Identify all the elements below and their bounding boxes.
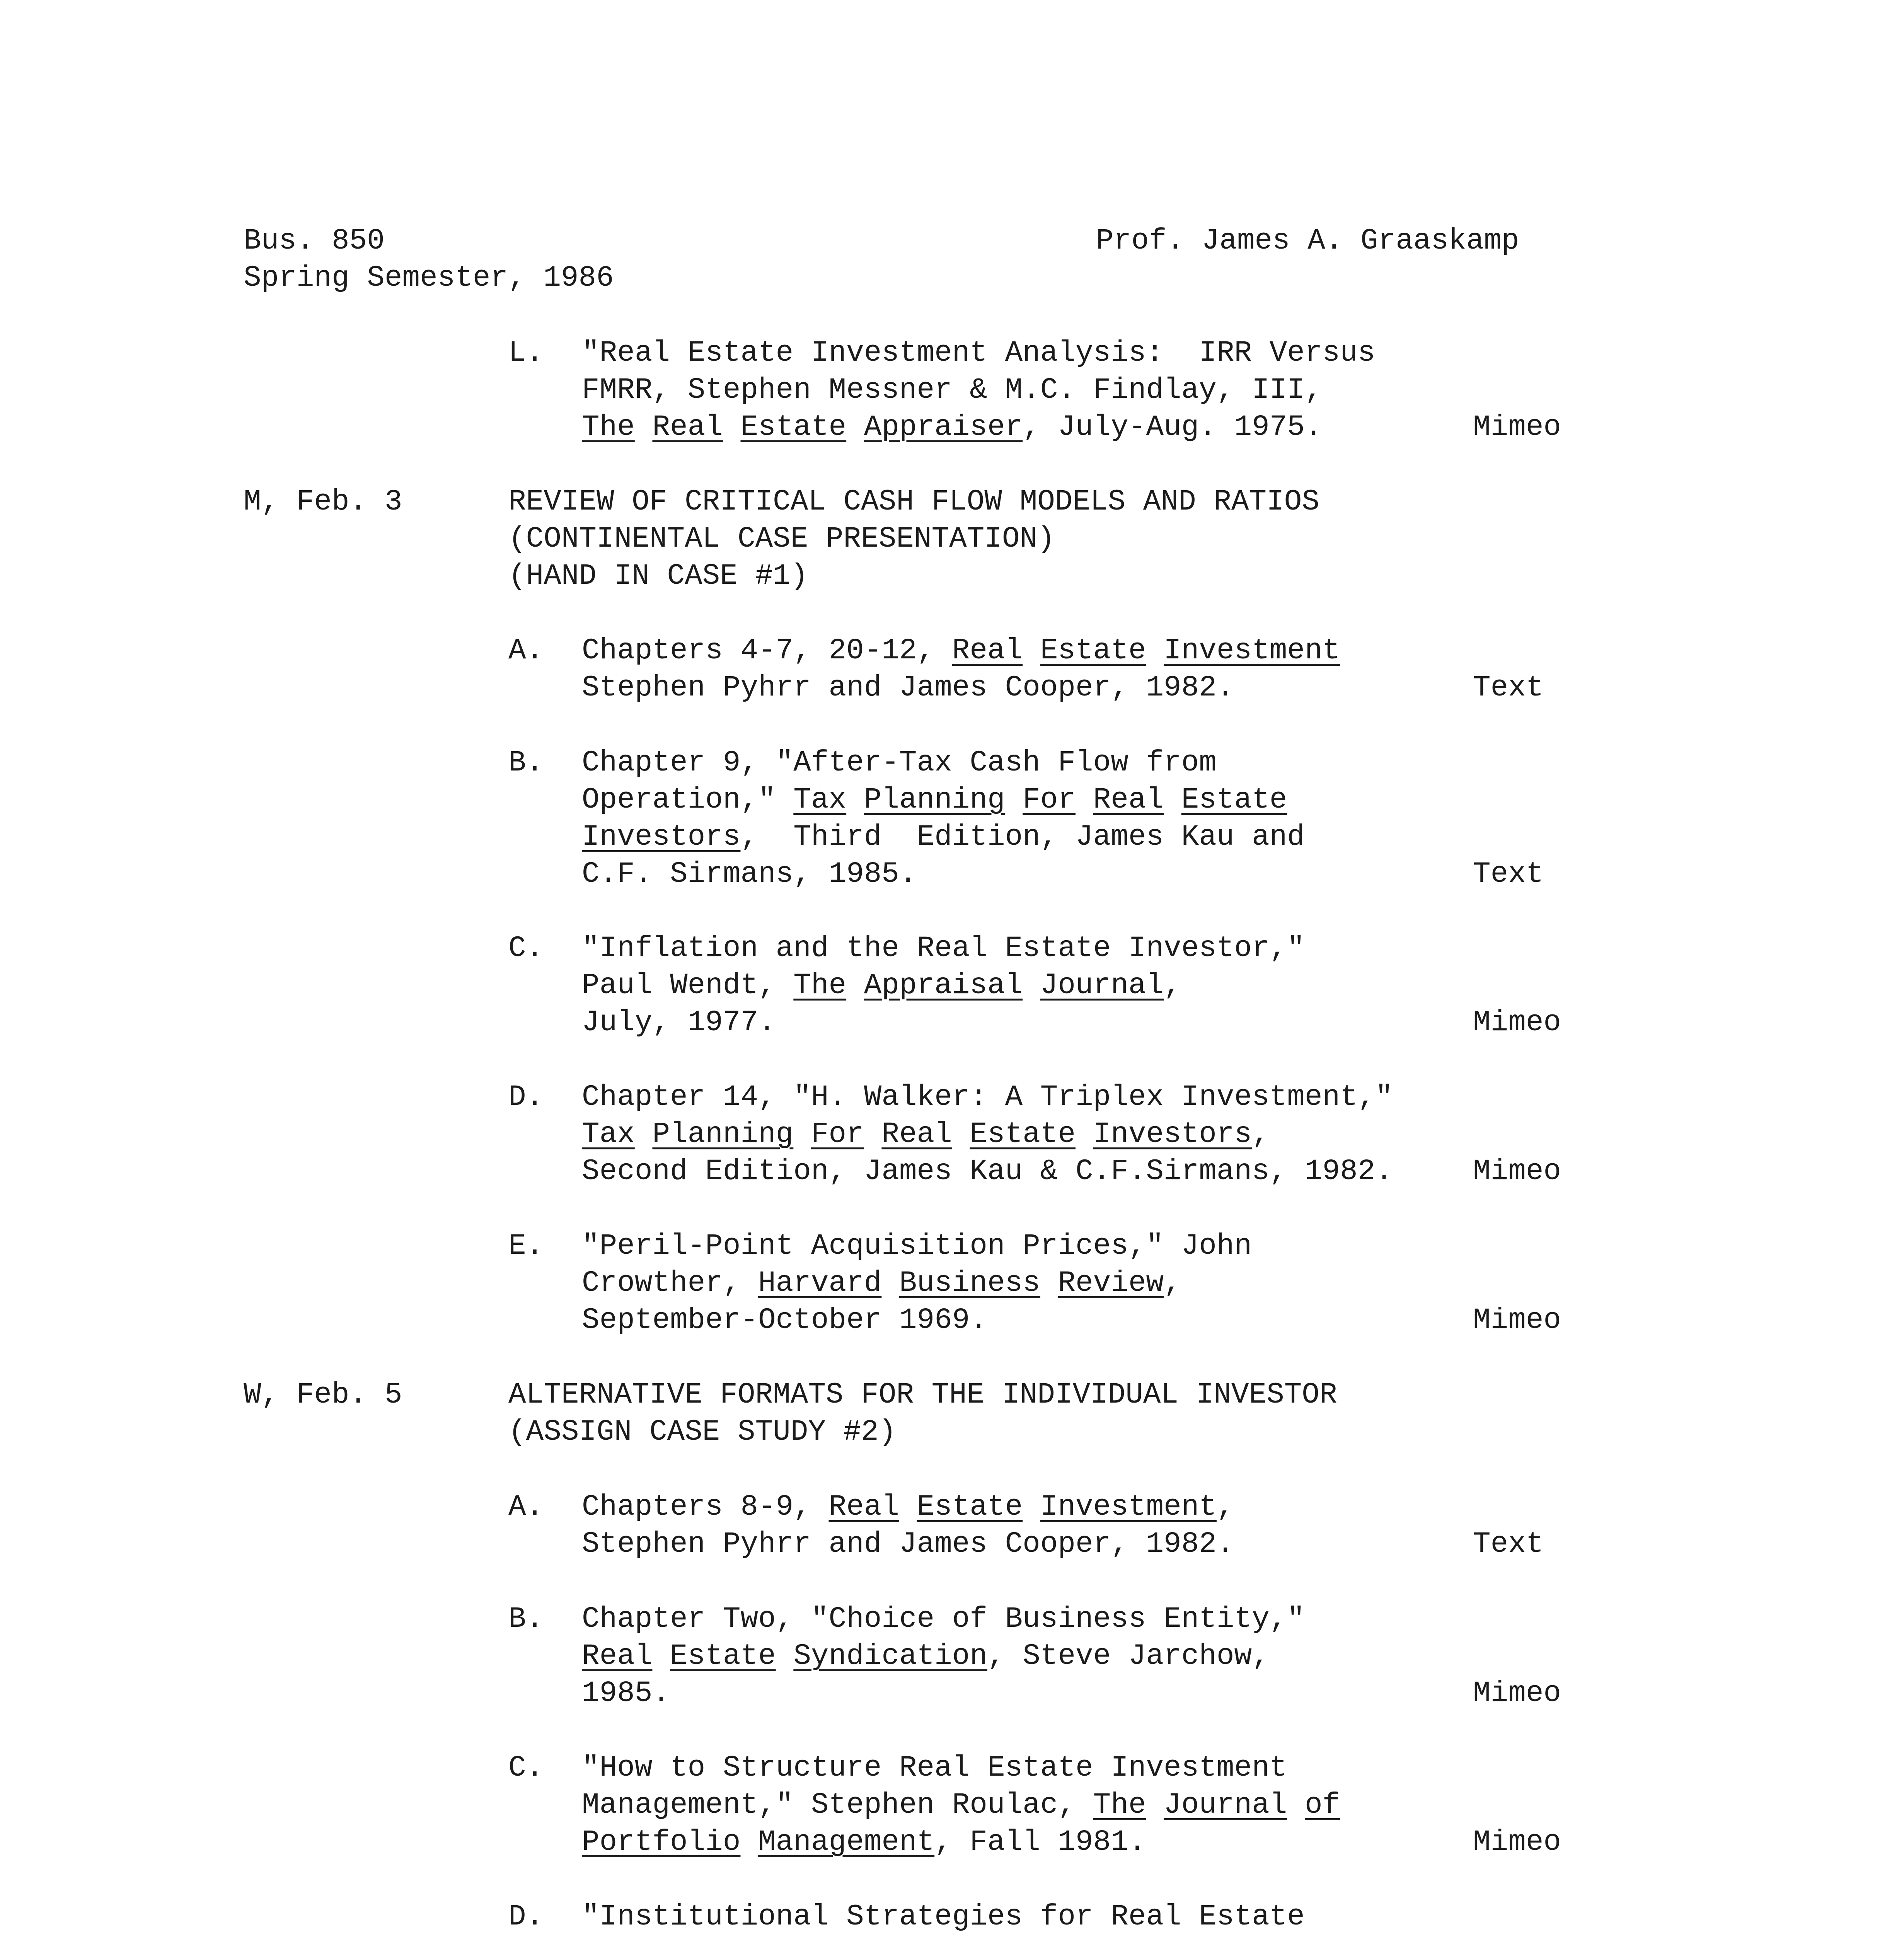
item-letter: D.	[508, 1900, 544, 1933]
session-date: W, Feb. 5	[244, 1378, 402, 1411]
source-label: Mimeo	[1473, 1304, 1561, 1337]
session-title: (ASSIGN CASE STUDY #2)	[508, 1415, 897, 1449]
session-date: M, Feb. 3	[244, 485, 402, 518]
semester: Spring Semester, 1986	[244, 261, 614, 295]
item-line: Portfolio Management, Fall 1981.	[582, 1826, 1146, 1859]
item-line: Chapter Two, "Choice of Business Entity,"	[582, 1602, 1305, 1636]
item-line: Investors, Third Edition, James Kau and	[582, 820, 1305, 854]
item-letter: A.	[508, 1490, 544, 1524]
session-title: (HAND IN CASE #1)	[508, 559, 808, 593]
session-title: REVIEW OF CRITICAL CASH FLOW MODELS AND RATIOS	[508, 485, 1319, 518]
item-line: "Institutional Strategies for Real Estate	[582, 1900, 1305, 1933]
item-line: Real Estate Syndication, Steve Jarchow,	[582, 1640, 1270, 1673]
item-line: September-October 1969.	[582, 1304, 987, 1337]
source-label: Mimeo	[1473, 1155, 1561, 1188]
item-line: Chapter 14, "H. Walker: A Triplex Investment,"	[582, 1081, 1393, 1114]
item-line: Paul Wendt, The Appraisal Journal,	[582, 969, 1181, 1002]
item-line: "Inflation and the Real Estate Investor,"	[582, 932, 1305, 965]
item-line: "Peril-Point Acquisition Prices," John	[582, 1229, 1252, 1263]
item-line: Chapters 4-7, 20-12, Real Estate Investment	[582, 634, 1340, 667]
item-line: July, 1977.	[582, 1006, 776, 1039]
item-line: FMRR, Stephen Messner & M.C. Findlay, III,	[582, 373, 1323, 407]
item-line: The Real Estate Appraiser, July-Aug. 1975.	[582, 411, 1323, 444]
item-line: "Real Estate Investment Analysis: IRR Versus	[582, 336, 1376, 370]
source-label: Text	[1473, 671, 1544, 704]
item-letter: L.	[508, 336, 544, 370]
session-title: ALTERNATIVE FORMATS FOR THE INDIVIDUAL INVESTOR	[508, 1378, 1337, 1411]
item-line: Chapter 9, "After-Tax Cash Flow from	[582, 746, 1217, 779]
item-line: 1985.	[582, 1677, 670, 1710]
item-line: "How to Structure Real Estate Investment	[582, 1751, 1287, 1785]
item-letter: B.	[508, 1602, 544, 1636]
item-line: Stephen Pyhrr and James Cooper, 1982.	[582, 1527, 1234, 1561]
session-title: (CONTINENTAL CASE PRESENTATION)	[508, 522, 1055, 556]
item-letter: C.	[508, 932, 544, 965]
item-letter: A.	[508, 634, 544, 667]
item-line: Operation," Tax Planning For Real Estate	[582, 783, 1287, 816]
source-label: Mimeo	[1473, 1006, 1561, 1039]
item-letter: C.	[508, 1751, 544, 1785]
professor-name: Prof. James A. Graaskamp	[1096, 224, 1519, 257]
item-line: Stephen Pyhrr and James Cooper, 1982.	[582, 671, 1234, 704]
item-letter: B.	[508, 746, 544, 779]
source-label: Text	[1473, 1527, 1544, 1561]
item-line: Second Edition, James Kau & C.F.Sirmans, 1982.	[582, 1155, 1393, 1188]
source-label: Mimeo	[1473, 411, 1561, 444]
item-line: Chapters 8-9, Real Estate Investment,	[582, 1490, 1234, 1524]
item-letter: D.	[508, 1081, 544, 1114]
item-line: Crowther, Harvard Business Review,	[582, 1267, 1181, 1300]
item-line: Management," Stephen Roulac, The Journal of	[582, 1788, 1340, 1822]
source-label: Text	[1473, 857, 1544, 891]
item-line: Tax Planning For Real Estate Investors,	[582, 1118, 1270, 1151]
course-number: Bus. 850	[244, 224, 385, 257]
source-label: Mimeo	[1473, 1826, 1561, 1859]
item-line: C.F. Sirmans, 1985.	[582, 857, 917, 891]
item-letter: E.	[508, 1229, 544, 1263]
source-label: Mimeo	[1473, 1677, 1561, 1710]
